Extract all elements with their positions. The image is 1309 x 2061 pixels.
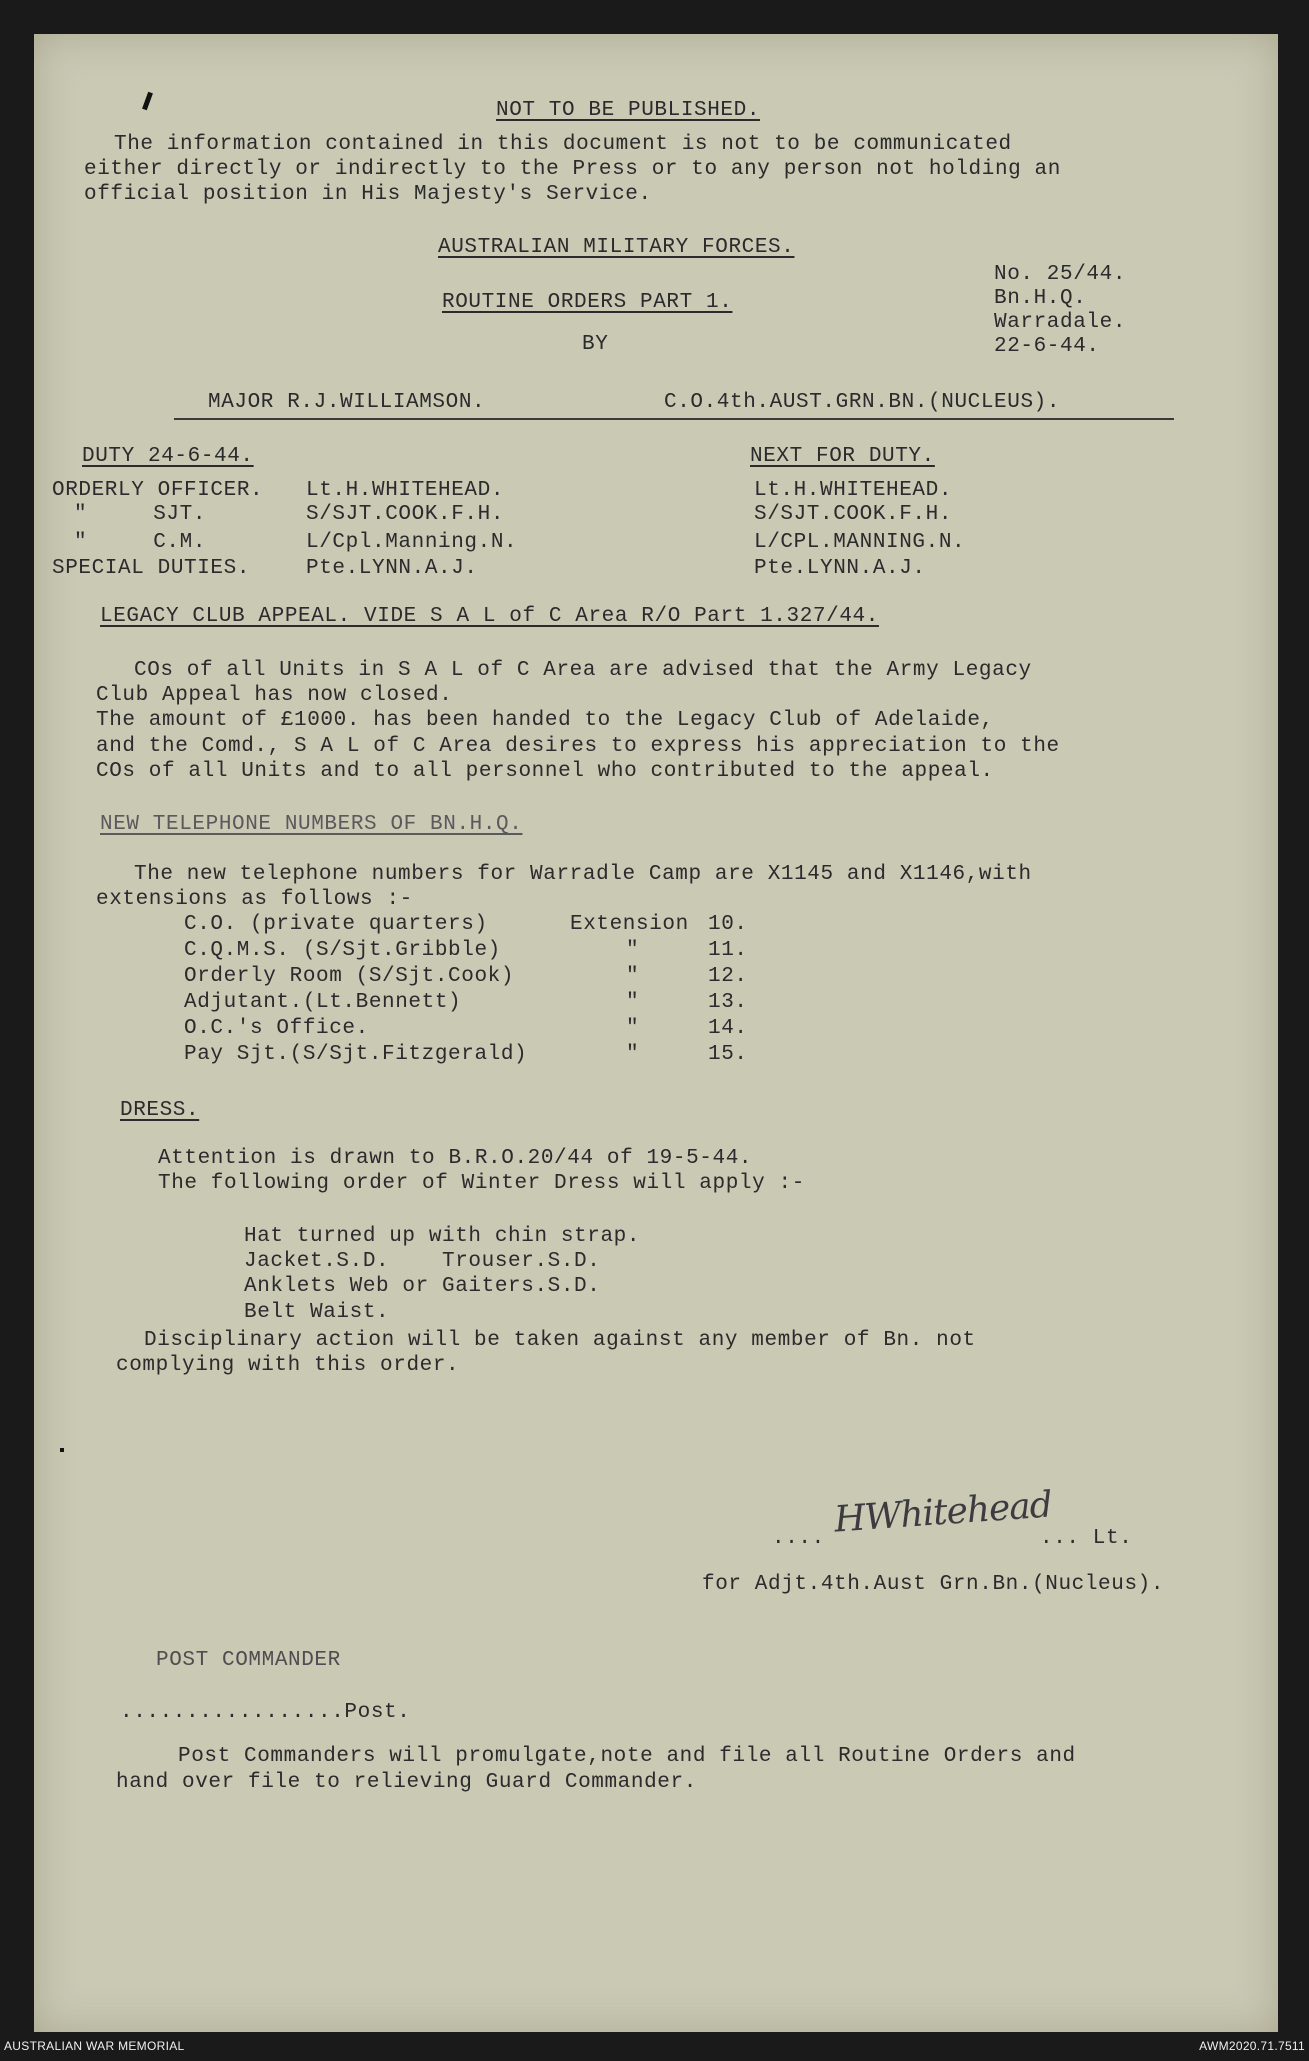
next-person: Pte.LYNN.A.J.	[754, 557, 926, 580]
signature-rank: ... Lt.	[1040, 1527, 1133, 1550]
telephone-line: The new telephone numbers for Warradle Camp are X1145 and X1146,with	[134, 863, 1032, 886]
duty-person: L/Cpl.Manning.N.	[306, 531, 518, 554]
handwritten-signature: HWhitehead	[832, 1484, 1054, 1541]
dress-item: Hat turned up with chin strap.	[244, 1225, 641, 1248]
notice-line-3: official position in His Majesty's Service.	[84, 183, 652, 206]
next-person: S/SJT.COOK.F.H.	[754, 503, 953, 526]
legacy-line: COs of all Units and to all personnel who contributed to the appeal.	[96, 760, 994, 783]
major-name: MAJOR R.J.WILLIAMSON.	[208, 391, 486, 414]
duty-role: SPECIAL DUTIES.	[52, 557, 251, 580]
duty-role: " SJT.	[74, 503, 207, 526]
document-page	[34, 34, 1278, 2032]
ref-hq: Bn.H.Q.	[994, 287, 1087, 310]
extension-ditto: "	[626, 1017, 640, 1040]
ref-date: 22-6-44.	[994, 335, 1100, 358]
extension-number: 14.	[708, 1017, 748, 1040]
dress-line: complying with this order.	[116, 1354, 460, 1377]
duty-role: ORDERLY OFFICER.	[52, 479, 264, 502]
duty-person: Pte.LYNN.A.J.	[306, 557, 478, 580]
post-commander-label: POST COMMANDER	[156, 1649, 341, 1672]
legacy-line: The amount of £1000. has been handed to the Legacy Club of Adelaide,	[96, 709, 994, 732]
legacy-line: COs of all Units in S A L of C Area are advised that the Army Legacy	[134, 659, 1032, 682]
extension-label: C.Q.M.S. (S/Sjt.Gribble)	[184, 939, 501, 962]
legacy-line: Club Appeal has now closed.	[96, 684, 453, 707]
telephone-heading: NEW TELEPHONE NUMBERS OF BN.H.Q.	[100, 813, 523, 836]
extension-number: 13.	[708, 991, 748, 1014]
dress-item: Anklets Web or Gaiters.S.D.	[244, 1275, 601, 1298]
extension-label: O.C.'s Office.	[184, 1017, 369, 1040]
duty-person: Lt.H.WHITEHEAD.	[306, 479, 505, 502]
extension-label: C.O. (private quarters)	[184, 913, 488, 936]
next-person: L/CPL.MANNING.N.	[754, 531, 966, 554]
dress-item: Jacket.S.D. Trouser.S.D.	[244, 1250, 601, 1273]
dress-line: Disciplinary action will be taken against any member of Bn. not	[144, 1329, 976, 1352]
punch-mark	[60, 1448, 64, 1452]
extension-ditto: "	[626, 939, 640, 962]
telephone-line: extensions as follows :-	[96, 888, 413, 911]
orders-heading: ROUTINE ORDERS PART 1.	[442, 291, 733, 314]
signature-for: for Adjt.4th.Aust Grn.Bn.(Nucleus).	[702, 1573, 1165, 1596]
notice-line-1: The information contained in this document is not to be communicated	[114, 133, 1012, 156]
co-title: C.O.4th.AUST.GRN.BN.(NUCLEUS).	[664, 391, 1061, 414]
post-line: .................Post.	[120, 1701, 411, 1724]
force-heading: AUSTRALIAN MILITARY FORCES.	[438, 236, 795, 259]
duty-heading: DUTY 24-6-44.	[82, 445, 254, 468]
legacy-line: and the Comd., S A L of C Area desires to express his appreciation to the	[96, 735, 1060, 758]
dress-heading: DRESS.	[120, 1099, 200, 1122]
dress-item: Belt Waist.	[244, 1301, 390, 1324]
extension-number: 10.	[708, 913, 748, 936]
legacy-heading: LEGACY CLUB APPEAL. VIDE S A L of C Area R/O Part 1.327/44.	[100, 605, 879, 628]
duty-person: S/SJT.COOK.F.H.	[306, 503, 505, 526]
header-rule	[174, 418, 1174, 420]
by-label: BY	[582, 333, 609, 356]
not-published-heading: NOT TO BE PUBLISHED.	[496, 99, 761, 122]
extension-label: Orderly Room (S/Sjt.Cook)	[184, 965, 515, 988]
ref-place: Warradale.	[994, 311, 1127, 334]
ref-number: No. 25/44.	[994, 263, 1127, 286]
next-person: Lt.H.WHITEHEAD.	[754, 479, 953, 502]
dress-line: Attention is drawn to B.R.O.20/44 of 19-5-44.	[158, 1147, 753, 1170]
extension-label: Adjutant.(Lt.Bennett)	[184, 991, 462, 1014]
next-duty-heading: NEXT FOR DUTY.	[750, 445, 935, 468]
extension-number: 15.	[708, 1043, 748, 1066]
post-note: Post Commanders will promulgate,note and file all Routine Orders and	[178, 1745, 1076, 1768]
dress-line: The following order of Winter Dress will apply :-	[158, 1172, 805, 1195]
extension-ditto: "	[626, 1043, 640, 1066]
notice-line-2: either directly or indirectly to the Press or to any person not holding an	[84, 158, 1061, 181]
extension-ditto: "	[626, 991, 640, 1014]
extension-number: 12.	[708, 965, 748, 988]
footer-accession: AWM2020.71.7511	[1199, 2039, 1305, 2053]
extension-label: Pay Sjt.(S/Sjt.Fitzgerald)	[184, 1043, 528, 1066]
duty-role: " C.M.	[74, 531, 207, 554]
extension-ditto: Extension	[570, 913, 689, 936]
post-note: hand over file to relieving Guard Commander.	[116, 1771, 697, 1794]
extension-ditto: "	[626, 965, 640, 988]
signature-dots: ....	[772, 1527, 825, 1550]
footer-institution: AUSTRALIAN WAR MEMORIAL	[4, 2039, 185, 2053]
extension-number: 11.	[708, 939, 748, 962]
